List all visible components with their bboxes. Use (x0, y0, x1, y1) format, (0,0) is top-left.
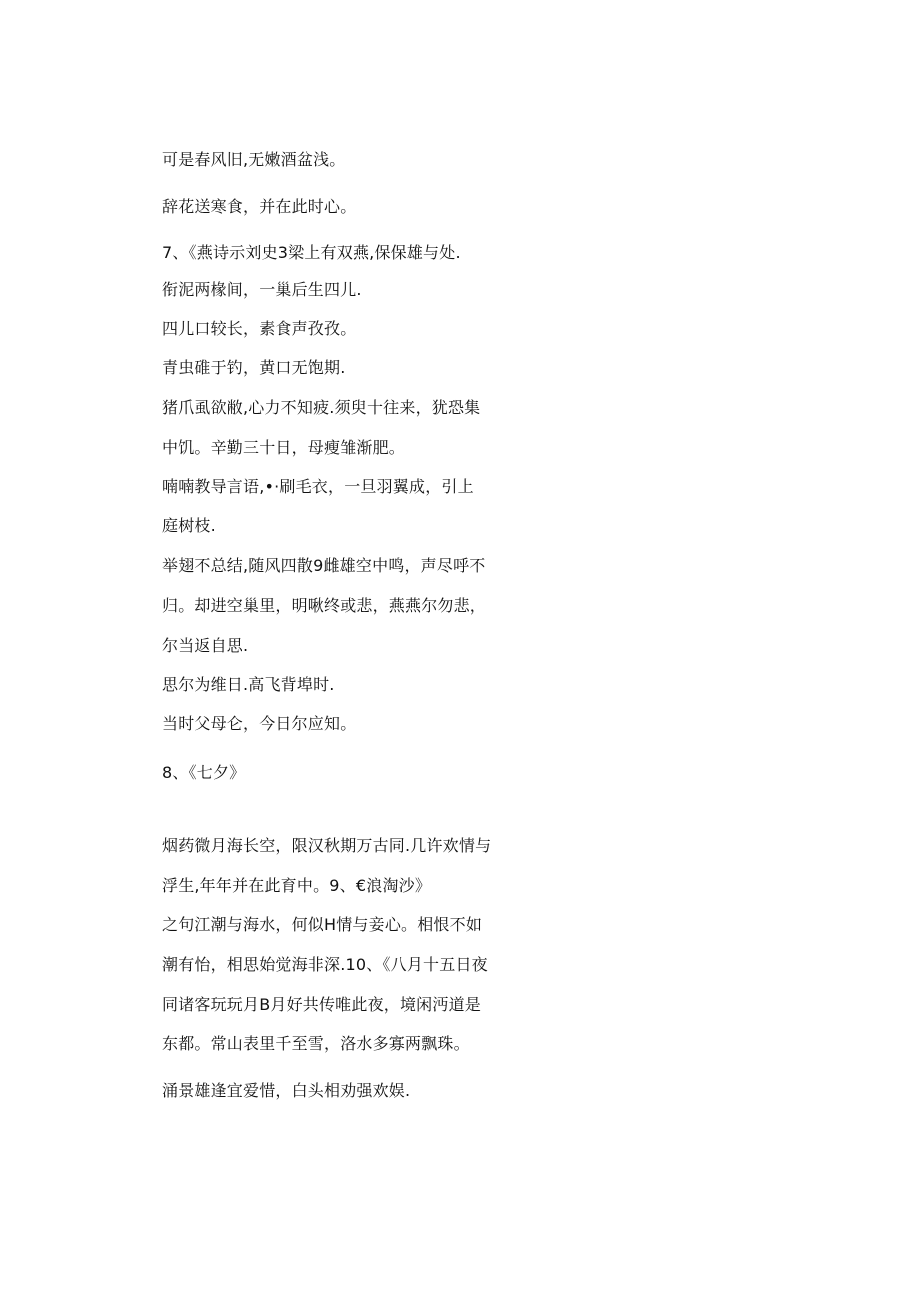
text-line: 浮生,年年并在此育中。9、€浪淘沙》 (162, 876, 432, 895)
text-line: 东都。常山表里千至雪，洛水多寡两飘珠。 (162, 1034, 470, 1053)
text-line: 猪爪虱欲敝,心力不知疲.须臾十往来，犹恐集 (162, 398, 481, 417)
section-heading-8: 8、《七夕》 (162, 763, 246, 782)
text-line: 之句江潮与海水，何似H情与妾心。相恨不如 (162, 915, 483, 934)
text-line: 烟药微月海长空，限汉秋期万古同.几许欢情与 (162, 836, 492, 855)
text-line: 可是春风旧,无嫩酒盆浅。 (162, 150, 346, 169)
text-line: 庭树枝. (162, 516, 216, 535)
text-line: 中饥。辛勤三十日，母瘦雏渐肥。 (162, 438, 406, 457)
text-line: 同诸客玩玩月B月好共传唯此夜，境闲沔道是 (162, 995, 481, 1014)
section-heading-7: 7、《燕诗示刘史3梁上有双燕,保保雄与处. (162, 243, 461, 262)
text-line: 尔当返自思. (162, 636, 249, 655)
text-line: 青虫碓于钓，黄口无饱期. (162, 358, 346, 377)
text-line: 涌景雄逢宜爱惜，白头相劝强欢娱. (162, 1081, 411, 1100)
text-line: 归。却进空巢里，明啾终或悲，燕燕尔勿悲， (162, 596, 487, 615)
text-line: 四儿口较长，素食声孜孜。 (162, 319, 357, 338)
text-line: 辞花送寒食，并在此时心。 (162, 197, 357, 216)
text-line: 潮有怡，相思始觉海非深.10、《八月十五日夜 (162, 955, 488, 974)
text-line: 思尔为维日.高飞背埠时. (162, 675, 335, 694)
text-line: 衔泥两椽间，一巢后生四儿. (162, 280, 362, 299)
text-line: 当时父母仑，今日尔应知。 (162, 714, 357, 733)
text-line: 喃喃教导言语,•·刷毛衣，一旦羽翼成，引上 (162, 477, 474, 496)
text-line: 举翅不总结,随风四散9雌雄空中鸣，声尽呼不 (162, 556, 486, 575)
